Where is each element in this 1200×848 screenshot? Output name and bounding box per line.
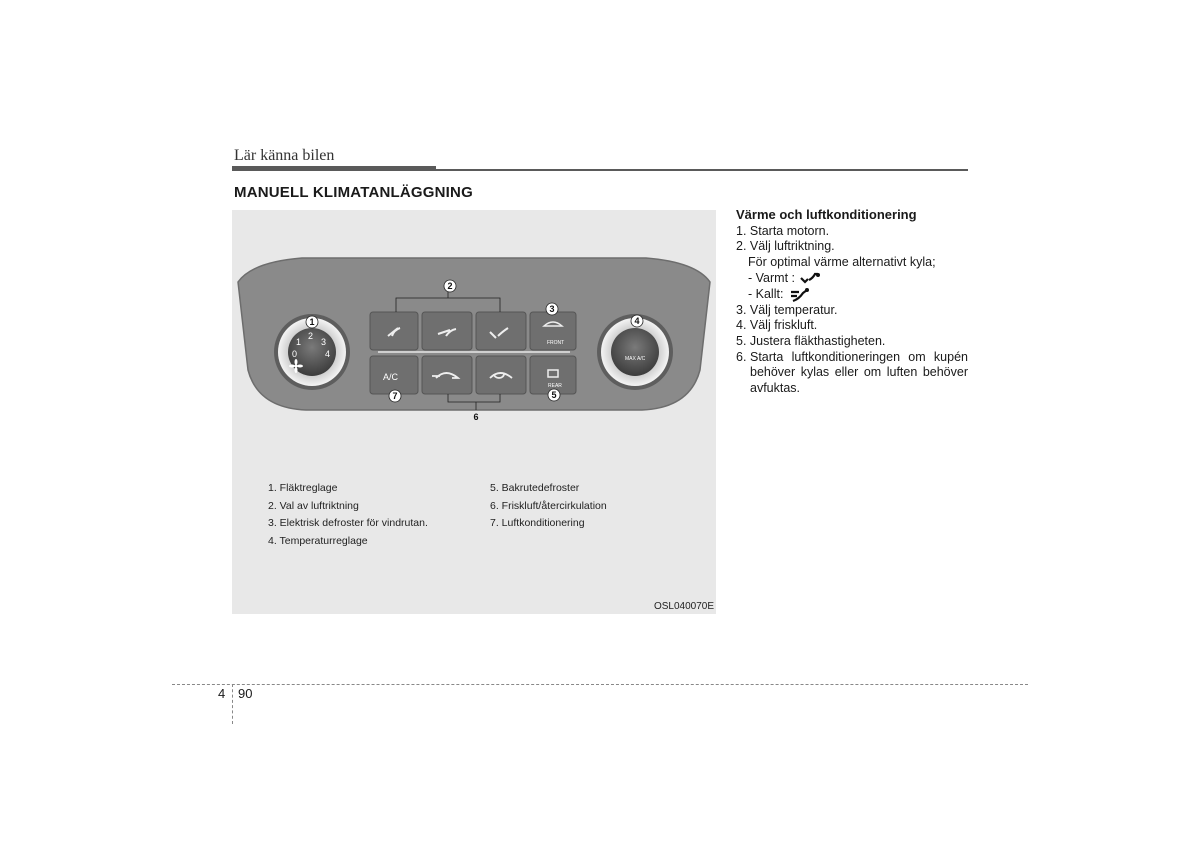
ac-label: A/C	[383, 372, 399, 382]
step-2-note: För optimal värme alternativt kyla;	[748, 255, 936, 270]
legend-item: 3. Elektrisk defroster för vindrutan.	[268, 517, 428, 529]
figure-code: OSL040070E	[653, 601, 714, 612]
max-ac-label: MAX A/C	[625, 356, 646, 362]
callout-3: 3	[549, 304, 555, 314]
legend-item: 4. Temperaturreglage	[268, 535, 368, 547]
floor-vent-icon	[799, 272, 821, 286]
warm-row	[736, 271, 968, 287]
section-title: MANUELL KLIMATANLÄGGNING	[234, 184, 473, 201]
instructions-heading: Värme och luftkonditionering	[736, 207, 917, 222]
callout-6: 6	[473, 412, 479, 422]
cold-label: - Kallt:	[748, 286, 784, 301]
climate-panel-illustration	[232, 210, 716, 614]
step-6-number: 6.	[736, 349, 747, 364]
page-number: 90	[238, 686, 253, 701]
callout-2: 2	[447, 281, 453, 291]
legend-item: 5. Bakrutedefroster	[490, 482, 580, 494]
header-rule-thick	[232, 166, 436, 171]
callout-7: 7	[392, 391, 398, 401]
step-1: 1. Starta motorn.	[736, 223, 830, 238]
fan-dial-label-3: 3	[321, 337, 327, 347]
warm-label: - Varmt :	[748, 270, 795, 285]
step-5: 5. Justera fläkthastigheten.	[736, 333, 886, 348]
step-6	[736, 350, 968, 397]
step-4: 4. Välj friskluft.	[736, 318, 818, 333]
cold-row	[736, 287, 968, 303]
footer-vertical-divider	[232, 684, 233, 724]
front-label: FRONT	[547, 340, 565, 346]
chapter-number: 4	[218, 686, 226, 701]
step-2: 2. Välj luftriktning.	[736, 239, 835, 254]
fan-dial-label-2: 2	[308, 331, 314, 341]
step-6-text: Starta luftkonditioneringen om kupén behöver kylas eller om luften behöver avfuktas.	[750, 349, 968, 396]
legend-item: 1. Fläktreglage	[268, 482, 338, 494]
chapter-header-title: Lär känna bilen	[234, 147, 335, 164]
fan-dial-label-0: 0	[292, 349, 298, 359]
legend-item: 6. Friskluft/återcirkulation	[490, 500, 607, 512]
legend-item: 2. Val av luftriktning	[268, 500, 359, 512]
callout-5: 5	[551, 390, 557, 400]
legend-item: 7. Luftkonditionering	[490, 517, 585, 529]
header-rule-thin	[436, 169, 968, 171]
climate-control-figure	[232, 210, 716, 614]
callout-4: 4	[634, 316, 640, 326]
footer-divider	[172, 684, 1028, 685]
step-3: 3. Välj temperatur.	[736, 302, 838, 317]
callout-1: 1	[309, 317, 315, 327]
rear-label: REAR	[548, 383, 562, 389]
face-vent-icon	[789, 287, 811, 303]
fan-dial-label-4: 4	[325, 349, 331, 359]
instructions-column	[736, 207, 968, 397]
fan-dial-label-1: 1	[296, 337, 302, 347]
